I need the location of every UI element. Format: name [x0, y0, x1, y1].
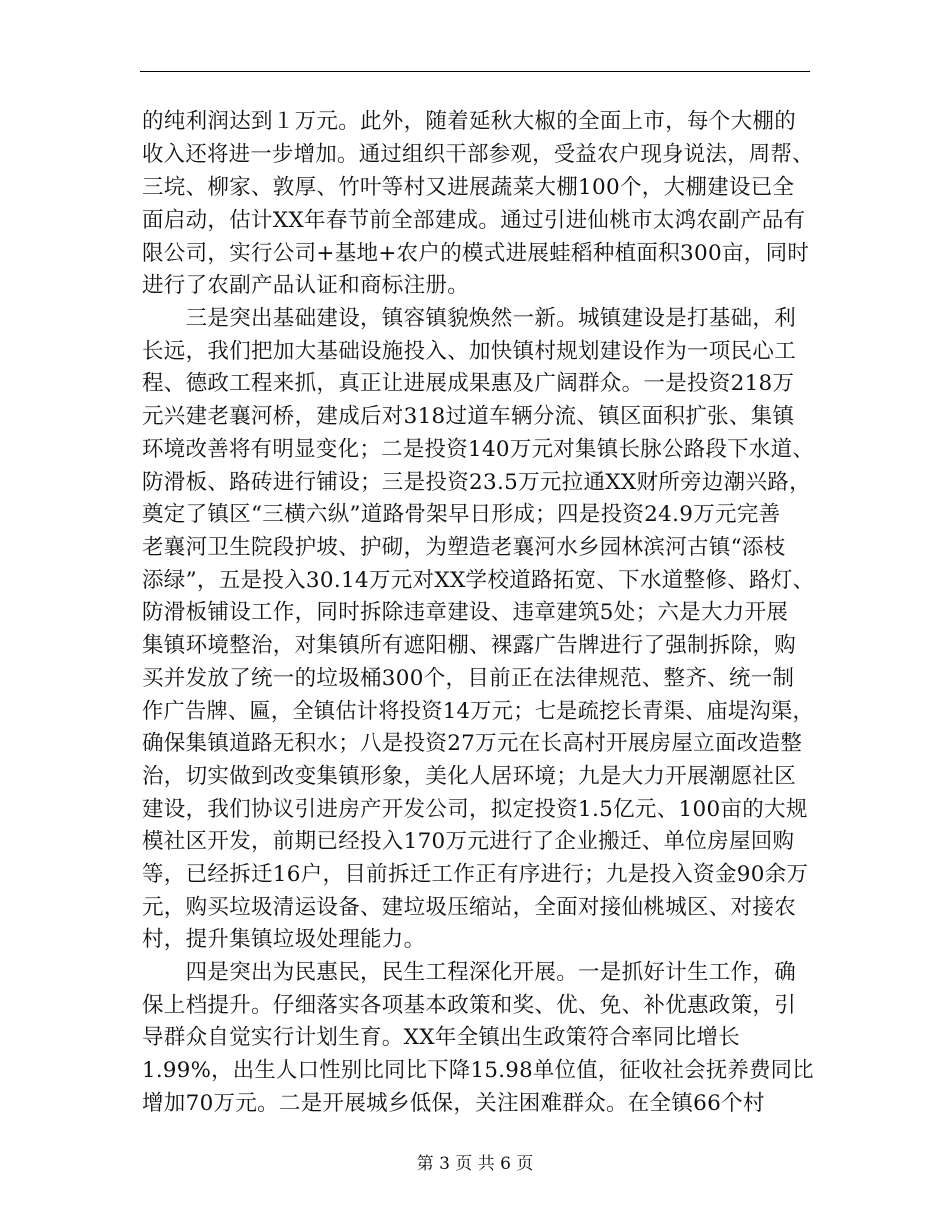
text-line: 村，提升集镇垃圾处理能力。	[142, 927, 426, 952]
text-line: 买并发放了统一的垃圾桶300个，目前正在法律规范、整齐、统一制	[142, 666, 795, 691]
text-line: 模社区开发，前期已经投入170万元进行了企业搬迁、单位房屋回购	[142, 829, 795, 854]
text-line: 集镇环境整治，对集镇所有遮阳棚、裸露广告牌进行了强制拆除，购	[142, 633, 797, 658]
text-line: 元，购买垃圾清运设备、建垃圾压缩站，全面对接仙桃城区、对接农	[142, 895, 797, 920]
header-rule	[140, 71, 810, 72]
text-line: 三是突出基础建设，镇容镇貌焕然一新。城镇建设是打基础，利	[142, 306, 797, 331]
text-line: 进行了农副产品认证和商标注册。	[142, 273, 470, 298]
text-line: 确保集镇道路无积水；八是投资27万元在长高村开展房屋立面改造整	[142, 731, 803, 756]
text-line: 元兴建老襄河桥，建成后对318过道车辆分流、镇区面积扩张、集镇	[142, 404, 795, 429]
text-line: 等，已经拆迁16户，目前拆迁工作正有序进行；九是投入资金90余万	[142, 862, 809, 887]
text-line: 长远，我们把加大基础设施投入、加快镇村规划建设作为一项民心工	[142, 339, 797, 364]
text-line: 程、德政工程来抓，真正让进展成果惠及广阔群众。一是投资218万	[142, 371, 795, 396]
text-line: 面启动，估计XX年春节前全部建成。通过引进仙桃市太鸿农副产品有	[142, 208, 806, 233]
text-line: 防滑板、路砖进行铺设；三是投资23.5万元拉通XX财所旁边潮兴路，	[142, 470, 811, 495]
text-line: 环境改善将有明显变化；二是投资140万元对集镇长脉公路段下水道、	[142, 437, 815, 462]
text-line: 添绿”，五是投入30.14万元对XX学校道路拓宽、下水道整修、路灯、	[142, 568, 815, 593]
text-line: 治，切实做到改变集镇形象，美化人居环境；九是大力开展潮愿社区	[142, 764, 797, 789]
text-line: 1.99%，出生人口性别比同比下降15.98单位值，征收社会抚养费同比	[142, 1058, 814, 1083]
text-line: 收入还将进一步增加。通过组织干部参观，受益农户现身说法，周帮、	[142, 142, 814, 167]
text-line: 老襄河卫生院段护坡、护砌，为塑造老襄河水乡园林滨河古镇“添枝	[142, 535, 786, 560]
text-line: 限公司，实行公司+基地+农户的模式进展蛙稻种植面积300亩，同时	[142, 241, 810, 266]
text-line: 奠定了镇区“三横六纵”道路骨架早日形成；四是投资24.9万元完善	[142, 502, 781, 527]
text-line: 建设，我们协议引进房产开发公司，拟定投资1.5亿元、100亩的大规	[142, 797, 808, 822]
text-line: 导群众自觉实行计划生育。XX年全镇出生政策符合率同比增长	[142, 1025, 741, 1050]
text-line: 作广告牌、匾，全镇估计将投资14万元；七是疏挖长青渠、庙堤沟渠，	[142, 699, 814, 724]
text-line: 四是突出为民惠民，民生工程深化开展。一是抓好计生工作，确	[142, 960, 797, 985]
page-footer: 第 3 页 共 6 页	[416, 1154, 534, 1174]
text-line: 增加70万元。二是开展城乡低保，关注困难群众。在全镇66个村	[142, 1091, 765, 1116]
text-line: 防滑板铺设工作，同时拆除违章建设、违章建筑5处；六是大力开展	[142, 600, 789, 625]
text-line: 保上档提升。仔细落实各项基本政策和奖、优、免、补优惠政策，引	[142, 993, 797, 1018]
text-line: 的纯利润达到１万元。此外，随着延秋大椒的全面上市，每个大棚的	[142, 109, 797, 134]
text-line: 三垸、柳家、敦厚、竹叶等村又进展蔬菜大棚100个，大棚建设已全	[142, 175, 795, 200]
